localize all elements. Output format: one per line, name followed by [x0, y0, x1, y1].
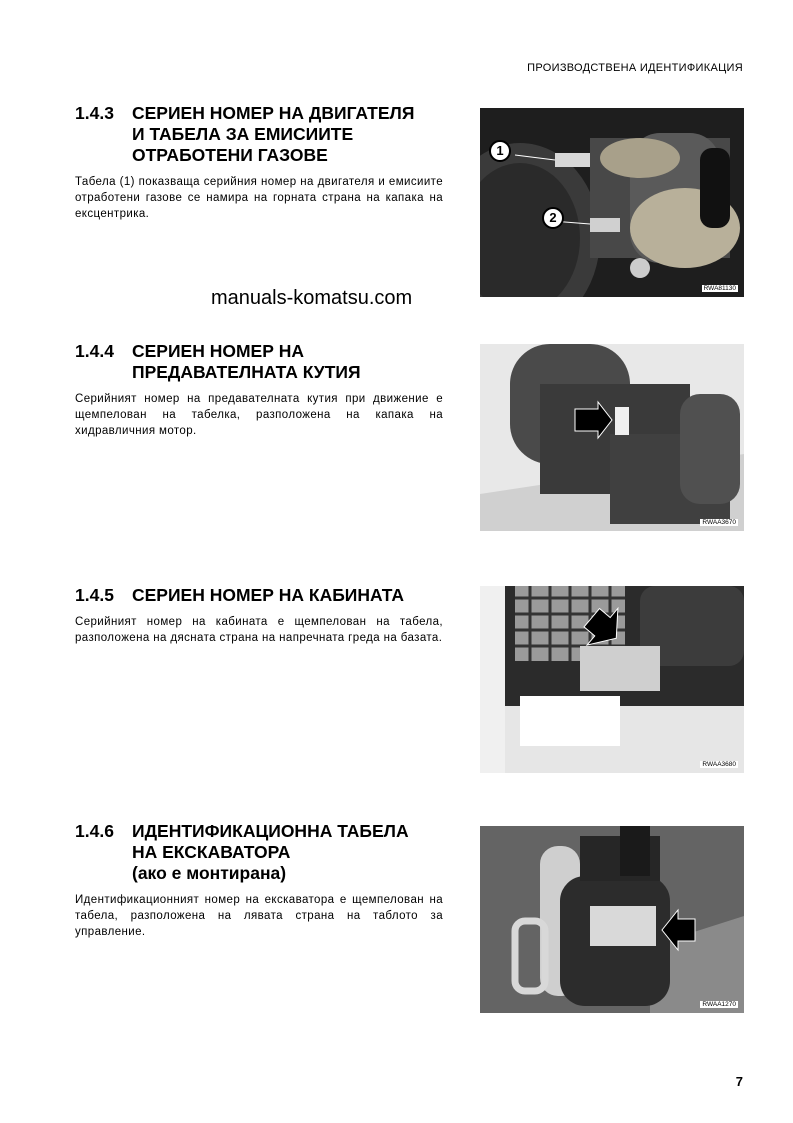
title-line: СЕРИЕН НОМЕР НА: [132, 341, 305, 361]
page-number: 7: [735, 1074, 743, 1089]
excavator-photo: [480, 826, 744, 1013]
title-line: СЕРИЕН НОМЕР НА ДВИГАТЕЛЯ: [132, 103, 415, 123]
image-code: RWA81130: [703, 285, 736, 292]
section-body: Табела (1) показваща серийния номер на двигателя и емисиите отработени газове се намира на горната страна на капака на ексцентрика.: [75, 176, 443, 220]
watermark: manuals-komatsu.com: [211, 287, 413, 309]
image-code: RWAA3670: [702, 519, 736, 526]
transmission-photo: [480, 344, 744, 531]
section-body: Серийният номер на предавателната кутия при движение е щемпелован на табелка, разположена на капака на хидравличния мотор.: [75, 393, 443, 437]
section-number: 1.4.6: [75, 821, 114, 841]
image-code: RWAA1270: [702, 1001, 736, 1008]
section-number: 1.4.4: [75, 341, 114, 361]
section-title: [75, 821, 443, 884]
title-line: ОТРАБОТЕНИ ГАЗОВЕ: [132, 145, 328, 165]
image-code: RWAA3680: [702, 761, 736, 768]
callout-1: 1: [489, 140, 511, 162]
section-engine-serial: [75, 103, 443, 222]
section-body: Серийният номер на кабината е щемпелован на табела, разположена на дясната страна на напречната греда на базата.: [75, 616, 443, 644]
running-header: ПРОИЗВОДСТВЕНА ИДЕНТИФИКАЦИЯ: [527, 62, 743, 74]
section-transmission-serial: [75, 341, 443, 439]
title-line: И ТАБЕЛА ЗА ЕМИСИИТЕ: [132, 124, 354, 144]
section-number: 1.4.5: [75, 585, 114, 605]
section-number: 1.4.3: [75, 103, 114, 123]
title-line: НА ЕКСКАВАТОРА: [132, 842, 291, 862]
callout-2: 2: [542, 207, 564, 229]
section-body: Идентификационният номер на екскаватора е щемпелован на табела, разположена на лявата страна на таблото за управление.: [75, 894, 443, 938]
section-title: [75, 585, 443, 606]
title-line: СЕРИЕН НОМЕР НА КАБИНАТА: [132, 585, 405, 605]
section-cab-serial: [75, 585, 443, 646]
section-excavator-plate: [75, 821, 443, 940]
title-line: ИДЕНТИФИКАЦИОННА ТАБЕЛА: [132, 821, 409, 841]
section-title: [75, 341, 443, 383]
cab-photo: [480, 586, 744, 773]
title-line: ПРЕДАВАТЕЛНАТА КУТИЯ: [132, 362, 361, 382]
section-title: [75, 103, 443, 166]
title-line: (ако е монтирана): [132, 863, 287, 883]
engine-photo: [480, 108, 744, 297]
